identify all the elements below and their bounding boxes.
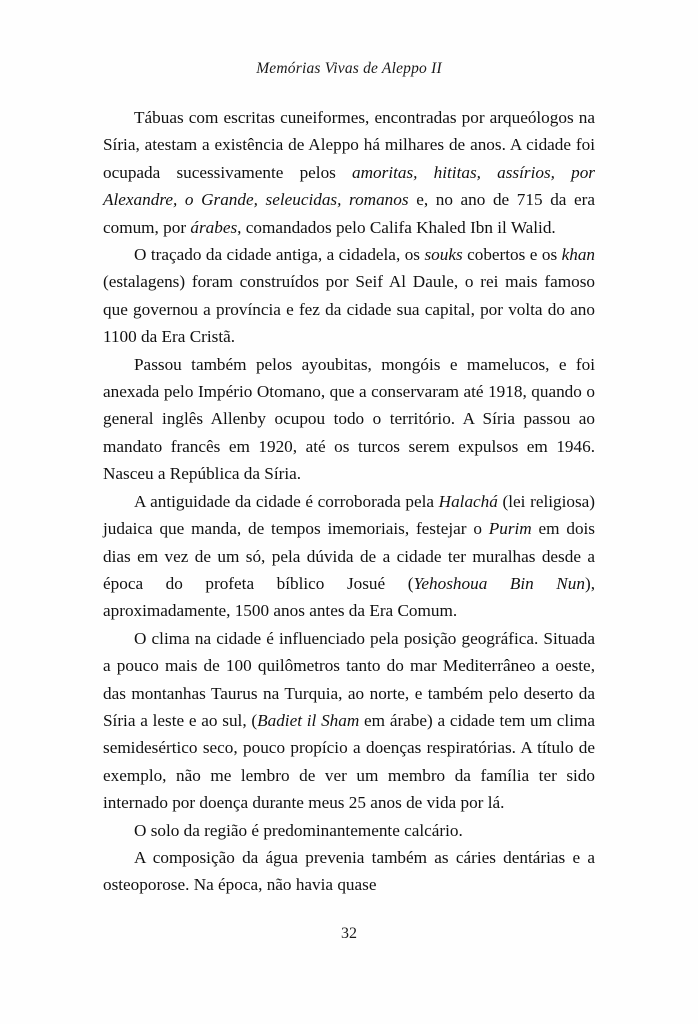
emphasis-run: Badiet il Sham (257, 710, 360, 730)
text-run: O solo da região é predominantemente calcário. (134, 820, 463, 840)
text-run: O traçado da cidade antiga, a cidadela, os (134, 245, 425, 265)
paragraph (103, 104, 595, 241)
paragraph (103, 817, 595, 844)
emphasis-run: árabes (190, 217, 238, 237)
paragraph (103, 351, 595, 488)
text-run: (lei religiosa) judaica que manda, de tempos imemoriais, festejar o (103, 491, 595, 539)
emphasis-run: Purim (488, 519, 532, 539)
page-number: 32 (341, 925, 357, 942)
text-run: em árabe) a cidade tem um clima semidesértico seco, pouco propício a doenças respiratórias. A título de exemplo, não me lembro de ver um membro da família ter sido internado por doença durante meus 25 anos de vida por lá. (103, 710, 595, 813)
emphasis-run: khan (561, 245, 596, 265)
running-head: Memórias Vivas de Aleppo II (256, 60, 442, 77)
text-run: e, no ano de 715 da era comum, por (103, 190, 596, 237)
text-run: A composição da água prevenia também as cáries dentárias e a osteoporose. Na época, não havia quase (103, 847, 595, 895)
paragraph (103, 488, 595, 625)
emphasis-run: Halachá (438, 491, 498, 511)
paragraph (103, 625, 595, 817)
text-run: Passou também pelos ayoubitas, mongóis e mamelucos, e foi anexada pelo Império Otomano, que a conservaram até 1918, quando o general inglês Allenby ocupou todo o território. A Síria passou ao mandato francês em 1920, até os turcos serem expulsos em 1946. Nasceu a República da Síria. (103, 354, 595, 484)
text-run: ), aproximadamente, 1500 anos antes da Era Comum. (103, 573, 595, 621)
text-run: cobertos e os (462, 245, 562, 265)
text-run: O clima na cidade é influenciado pela posição geográfica. Situada a pouco mais de 100 quilômetros tanto do mar Mediterrâneo a oeste, das montanhas Taurus na Turquia, ao norte, e também pelo deserto da Síria a leste e ao sul, ( (103, 628, 595, 730)
emphasis-run: souks (424, 245, 463, 265)
paragraph (103, 844, 595, 899)
paragraph (103, 241, 595, 351)
text-run: A antiguidade da cidade é corroborada pela (134, 491, 439, 511)
text-run: em dois dias em vez de um só, pela dúvida de a cidade ter muralhas desde a época do profeta bíblico Josué ( (103, 519, 595, 593)
text-run: Tábuas com escritas cuneiformes, encontradas por arqueólogos na Síria, atestam a existência de Aleppo há milhares de anos. A cidade foi ocupada sucessivamente pelos (103, 108, 595, 182)
text-run: (estalagens) foram construídos por Seif Al Daule, o rei mais famoso que governou a província e fez da cidade sua capital, por volta do ano 1100 da Era Cristã. (103, 272, 595, 347)
emphasis-run: Yehoshoua Bin Nun (413, 573, 585, 593)
emphasis-run: amoritas, hititas, assírios, por Alexandre, o Grande, seleucidas, romanos (103, 162, 595, 210)
body-text (103, 104, 595, 899)
text-run: , comandados pelo Califa Khaled Ibn il Walid. (237, 217, 556, 237)
